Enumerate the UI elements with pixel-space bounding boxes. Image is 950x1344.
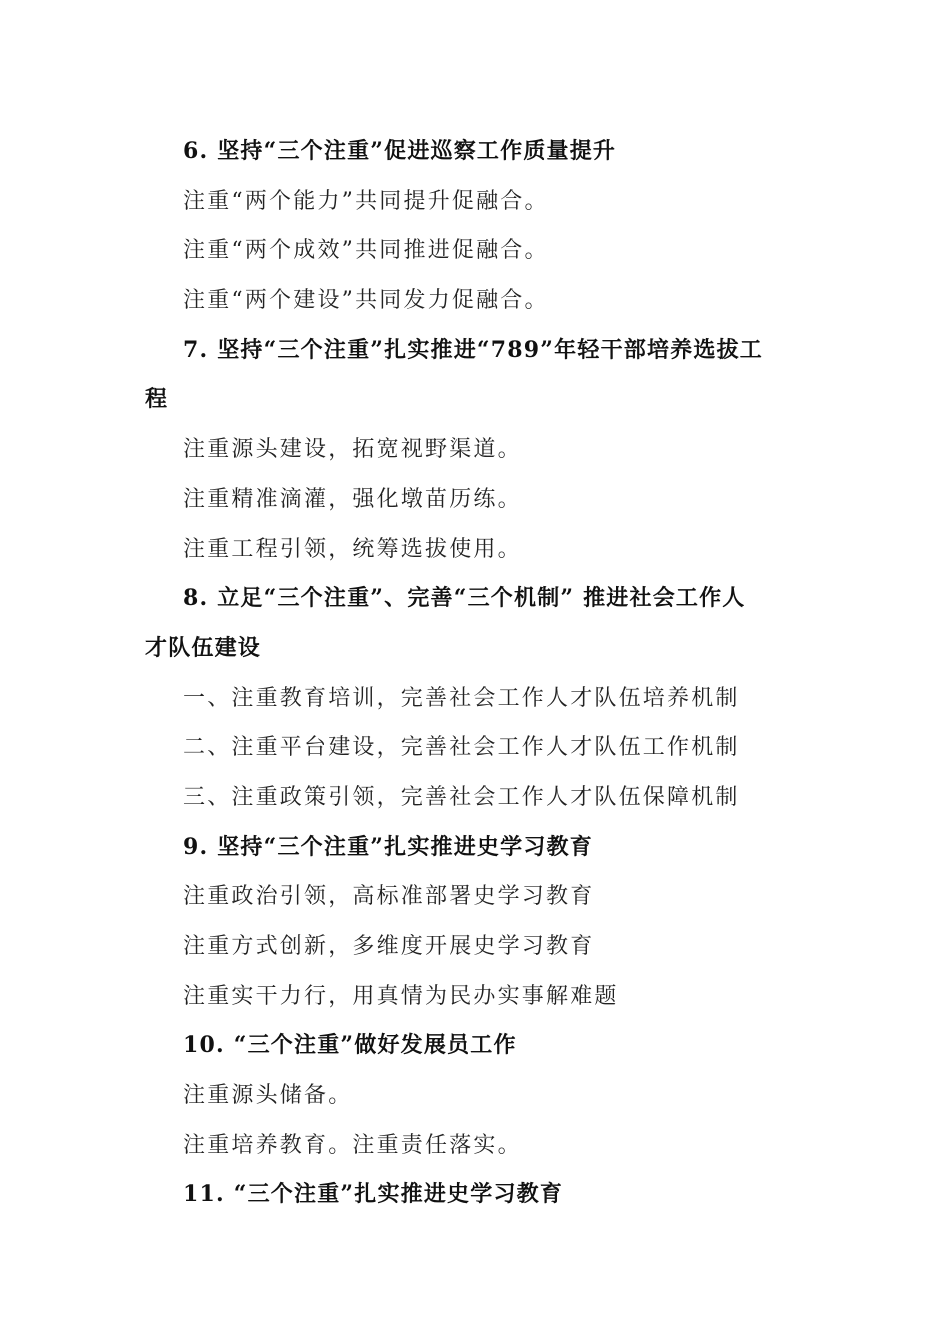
list-item: 注重“两个能力”共同提升促融合。 bbox=[183, 188, 549, 214]
document-body bbox=[145, 127, 810, 1220]
list-item: 注重培养教育。注重责任落实。 bbox=[183, 1132, 522, 1158]
list-item: 注重“两个建设”共同发力促融合。 bbox=[183, 288, 549, 314]
section-heading-10: 10. “三个注重”做好发展员工作 bbox=[183, 1032, 517, 1059]
list-item: 注重精准滴灌，强化墩苗历练。 bbox=[183, 486, 522, 512]
list-item: 注重方式创新，多维度开展史学习教育 bbox=[183, 934, 595, 959]
section-heading-7: 7. 坚持“三个注重”扎实推进“789”年轻干部培养选拔工 bbox=[183, 336, 763, 363]
list-item: 二、注重平台建设，完善社会工作人才队伍工作机制 bbox=[183, 735, 740, 761]
list-item: 注重政治引领，高标准部署史学习教育 bbox=[183, 884, 595, 910]
list-item: 一、注重教育培训，完善社会工作人才队伍培养机制 bbox=[183, 685, 740, 711]
list-item: 注重源头储备。 bbox=[183, 1083, 353, 1109]
list-item: 三、注重政策引领，完善社会工作人才队伍保障机制 bbox=[183, 784, 740, 810]
section-heading-8: 8. 立足“三个注重”、完善“三个机制” 推进社会工作人 bbox=[183, 585, 746, 612]
list-item: 注重“两个成效”共同推进促融合。 bbox=[183, 238, 549, 264]
section-heading-6: 6. 坚持“三个注重”促进巡察工作质量提升 bbox=[183, 138, 617, 164]
section-heading-11: 11. “三个注重”扎实推进史学习教育 bbox=[183, 1181, 564, 1208]
section-heading-8-continued: 才队伍建设 bbox=[145, 634, 262, 661]
list-item: 注重实干力行，用真情为民办实事解难题 bbox=[183, 983, 619, 1009]
list-item: 注重源头建设，拓宽视野渠道。 bbox=[183, 437, 522, 463]
section-heading-7-continued: 程 bbox=[145, 386, 169, 413]
section-heading-9: 9. 坚持“三个注重”扎实推进史学习教育 bbox=[183, 833, 593, 860]
list-item: 注重工程引领，统筹选拔使用。 bbox=[183, 536, 522, 562]
